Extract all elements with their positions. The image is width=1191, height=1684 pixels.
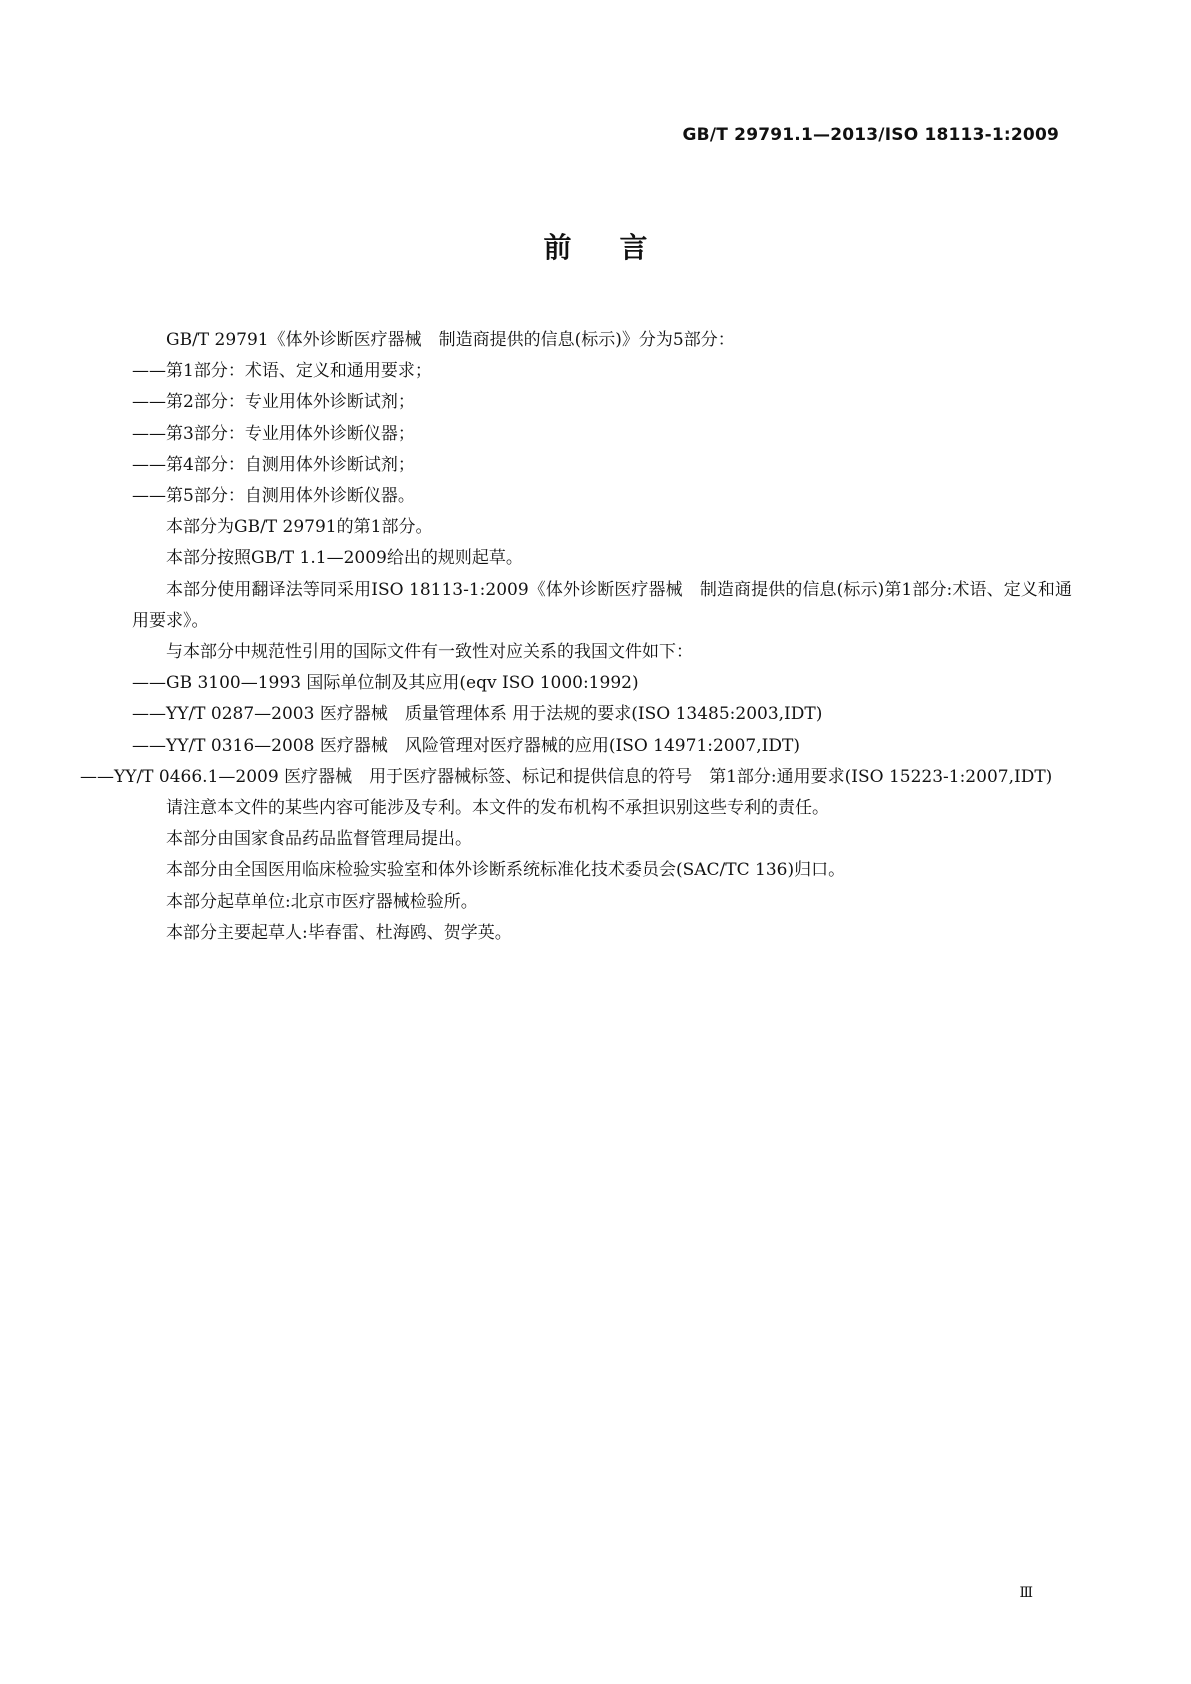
centralized-by-statement: 本部分由全国医用临床检验实验室和体外诊断系统标准化技术委员会(SAC/TC 136)归口。 [166, 860, 846, 881]
reference-item: ——GB 3100—1993 国际单位制及其应用(eqv ISO 1000:1992) [132, 673, 639, 694]
part-of-statement: 本部分为GB/T 29791的第1部分。 [166, 517, 433, 538]
reference-item: ——YY/T 0287—2003 医疗器械 质量管理体系 用于法规的要求(ISO 13485:2003,IDT) [132, 704, 823, 725]
document-body [80, 325, 1072, 949]
proposed-by-statement: 本部分由国家食品药品监督管理局提出。 [166, 829, 472, 850]
part-list-item: ——第1部分：术语、定义和通用要求； [132, 361, 432, 382]
patent-notice: 请注意本文件的某些内容可能涉及专利。本文件的发布机构不承担识别这些专利的责任。 [166, 798, 829, 819]
reference-item: ——YY/T 0316—2008 医疗器械 风险管理对医疗器械的应用(ISO 14971:2007,IDT) [132, 735, 800, 756]
references-intro: 与本部分中规范性引用的国际文件有一致性对应关系的我国文件如下： [166, 642, 693, 663]
drafting-unit-statement: 本部分起草单位:北京市医疗器械检验所。 [166, 891, 478, 912]
translation-statement: 本部分使用翻译法等同采用ISO 18113-1:2009《体外诊断医疗器械 制造商提供的信息(标示)第1部分:术语、定义和通用要求》。 [132, 579, 1072, 631]
drafters-statement: 本部分主要起草人:毕春雷、杜海鸥、贺学英。 [166, 922, 512, 943]
reference-item: ——YY/T 0466.1—2009 医疗器械 用于医疗器械标签、标记和提供信息的符号 第1部分:通用要求(ISO 15223-1:2007,IDT) [80, 766, 1053, 787]
standard-number: GB/T 29791.1—2013/ISO 18113-1:2009 [682, 125, 1059, 145]
drafting-rules-statement: 本部分按照GB/T 1.1—2009给出的规则起草。 [166, 548, 523, 569]
page-number: Ⅲ [1019, 1585, 1033, 1601]
part-list-item: ——第4部分：自测用体外诊断试剂； [132, 454, 415, 475]
part-list-item: ——第2部分：专业用体外诊断试剂； [132, 392, 415, 413]
page-title: 前言 [543, 231, 696, 264]
part-list-item: ——第3部分：专业用体外诊断仪器； [132, 423, 415, 444]
part-list-item: ——第5部分：自测用体外诊断仪器。 [132, 486, 415, 507]
intro-paragraph: GB/T 29791《体外诊断医疗器械 制造商提供的信息(标示)》分为5部分： [166, 330, 735, 350]
